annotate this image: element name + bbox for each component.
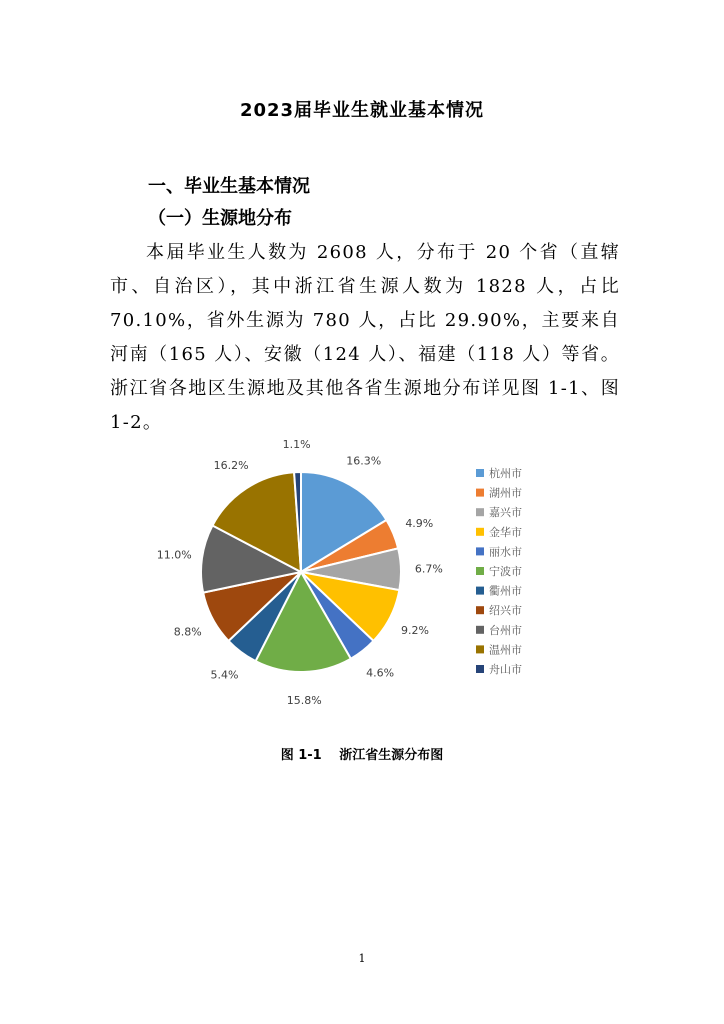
pie-chart: [150, 438, 600, 707]
pie-slice-label: 8.8%: [173, 625, 202, 639]
pie-slice-label: 6.7%: [414, 562, 443, 576]
legend-swatch: [476, 567, 484, 575]
pie-slice-label: 4.9%: [405, 517, 434, 530]
legend-label: 杭州市: [489, 467, 522, 480]
legend-swatch: [476, 528, 484, 536]
legend-swatch: [476, 587, 484, 595]
document-title: 2023届毕业生就业基本情况: [239, 100, 485, 121]
body-paragraph: 本届毕业生人数为 2608 人，分布于 20 个省（直辖市、自治区），其中浙江省生源人数为 1828 人，占比 70.10%，省外生源为 780 人，占比 29.90%，主要来自河南（165 人）、安徽（124 人）、福建（118 人）等省。浙江省各地区生源地及其他各省生源地分布详见图 1-1、图 1-2。: [110, 242, 620, 433]
legend-label: 温州市: [489, 643, 522, 657]
legend-label: 嘉兴市: [489, 506, 522, 520]
pie-slice-label: 5.4%: [210, 668, 239, 682]
legend-label: 湖州市: [489, 486, 522, 500]
legend-label: 台州市: [489, 623, 522, 637]
legend-swatch: [476, 645, 484, 653]
pie-slice-label: 16.2%: [213, 458, 249, 472]
legend-swatch: [476, 547, 484, 555]
section-heading: 一、毕业生基本情况: [148, 176, 310, 197]
legend-label: 金华市: [489, 525, 522, 539]
legend-label: 舟山市: [489, 663, 522, 676]
legend-swatch: [476, 665, 484, 673]
legend-label: 衢州市: [489, 584, 522, 598]
legend-swatch: [476, 469, 484, 477]
pie-slice-label: 15.8%: [286, 694, 322, 707]
legend-swatch: [476, 626, 484, 634]
pie-slice-label: 4.6%: [366, 666, 395, 680]
legend-swatch: [476, 508, 484, 516]
legend-swatch: [476, 489, 484, 497]
pie-slice-label: 1.1%: [282, 438, 311, 452]
pie-slice-label: 11.0%: [156, 548, 192, 562]
subsection-heading: （一）生源地分布: [148, 208, 292, 229]
legend-swatch: [476, 606, 484, 614]
figure-caption: 图 1-1 浙江省生源分布图: [280, 748, 444, 763]
legend-label: 宁波市: [489, 565, 522, 578]
pie-slice-label: 16.3%: [346, 454, 382, 468]
pie-slice-label: 9.2%: [401, 624, 429, 638]
legend-label: 丽水市: [489, 545, 522, 559]
page-number: 1: [358, 952, 366, 965]
legend-label: 绍兴市: [489, 604, 522, 618]
pie-chart-svg: [150, 438, 600, 707]
